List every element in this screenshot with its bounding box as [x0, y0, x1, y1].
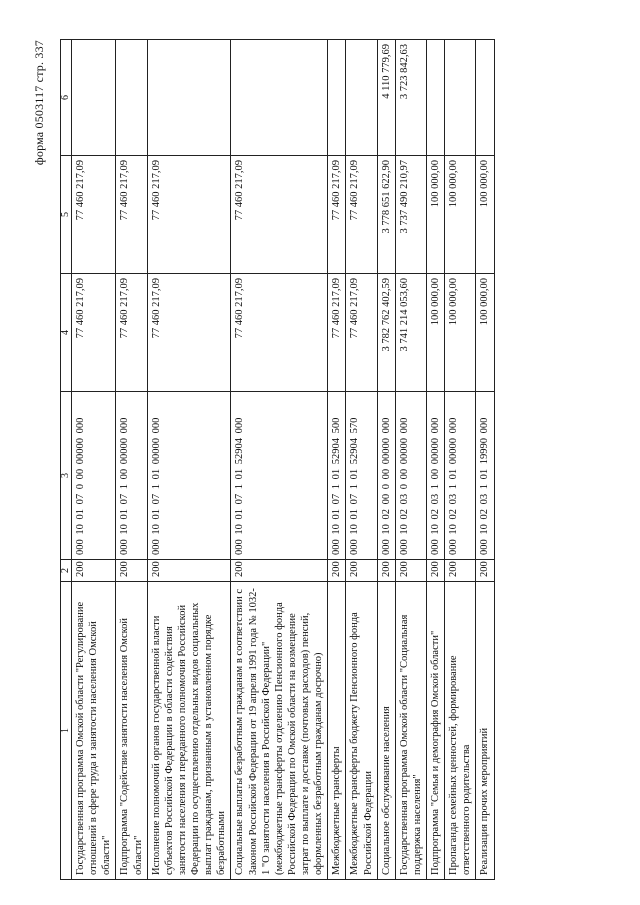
- column-number-row: [61, 40, 72, 880]
- row-line-code: 200: [147, 560, 231, 582]
- row-budget-code: 000 10 01 07 1 01 00000 000: [147, 392, 231, 560]
- row-line-code: 200: [231, 560, 328, 582]
- table-row: [328, 40, 346, 880]
- column-number: 6: [61, 40, 72, 156]
- row-budget-code: 000 10 02 03 1 01 19990 000: [476, 392, 494, 560]
- column-number: 5: [61, 156, 72, 274]
- table-row: [231, 40, 328, 880]
- table-row: [116, 40, 147, 880]
- row-budget-code: 000 10 02 03 0 00 00000 000: [395, 392, 426, 560]
- row-approved-amount: 3 741 214 053,60: [395, 274, 426, 392]
- column-number: 3: [61, 392, 72, 560]
- row-name: Исполнение полномочий органов государственной власти субъектов Российской Федерации в области содействия занятости населения и переданного полномочия Российской Федерации по осуществлению отдельных видов социальных выплат гражданам, признанным в установленном порядке безработными: [147, 582, 231, 880]
- row-approved-amount: 100 000,00: [476, 274, 494, 392]
- row-line-code: 200: [445, 560, 476, 582]
- table-row: [445, 40, 476, 880]
- report-table: [60, 39, 495, 880]
- row-name: Межбюджетные трансферты: [328, 582, 346, 880]
- row-budget-code: 000 10 02 03 1 01 00000 000: [445, 392, 476, 560]
- row-budget-code: 000 10 01 07 0 00 00000 000: [72, 392, 116, 560]
- table-row: [427, 40, 445, 880]
- row-name: Подпрограмма "Содействие занятости населения Омской области": [116, 582, 147, 880]
- row-name: Межбюджетные трансферты бюджету Пенсионного фонда Российской Федерации: [346, 582, 377, 880]
- row-name: Реализация прочих мероприятий: [476, 582, 494, 880]
- row-budget-code: 000 10 02 03 1 00 00000 000: [427, 392, 445, 560]
- column-number: 1: [61, 582, 72, 880]
- row-name: Социальное обслуживание населения: [377, 582, 395, 880]
- form-reference: форма 0503117 стр. 337: [32, 40, 46, 166]
- row-approved-amount: 3 782 762 402,59: [377, 274, 395, 392]
- row-approved-amount: 77 460 217,09: [72, 274, 116, 392]
- row-line-code: 200: [116, 560, 147, 582]
- row-name: Государственная программа Омской области "Регулирование отношений в сфере труда и занятости населения Омской области": [72, 582, 116, 880]
- row-remaining-amount: [445, 40, 476, 156]
- table-row: [377, 40, 395, 880]
- table-row: [147, 40, 231, 880]
- row-remaining-amount: [328, 40, 346, 156]
- row-executed-amount: 77 460 217,09: [231, 156, 328, 274]
- row-executed-amount: 100 000,00: [427, 156, 445, 274]
- row-approved-amount: 77 460 217,09: [147, 274, 231, 392]
- column-number: 2: [61, 560, 72, 582]
- row-name: Подпрограмма "Семья и демография Омской области": [427, 582, 445, 880]
- row-executed-amount: 77 460 217,09: [328, 156, 346, 274]
- row-line-code: 200: [427, 560, 445, 582]
- table-row: [72, 40, 116, 880]
- row-budget-code: 000 10 01 07 1 01 52904 500: [328, 392, 346, 560]
- row-remaining-amount: [476, 40, 494, 156]
- row-remaining-amount: [116, 40, 147, 156]
- table-row: [395, 40, 426, 880]
- row-approved-amount: 100 000,00: [427, 274, 445, 392]
- row-executed-amount: 77 460 217,09: [346, 156, 377, 274]
- row-budget-code: 000 10 01 07 1 00 00000 000: [116, 392, 147, 560]
- row-executed-amount: 100 000,00: [445, 156, 476, 274]
- row-budget-code: 000 10 01 07 1 01 52904 000: [231, 392, 328, 560]
- row-remaining-amount: [147, 40, 231, 156]
- row-approved-amount: 77 460 217,09: [346, 274, 377, 392]
- row-executed-amount: 77 460 217,09: [116, 156, 147, 274]
- table-row: [476, 40, 494, 880]
- column-number: 4: [61, 274, 72, 392]
- row-remaining-amount: [72, 40, 116, 156]
- row-executed-amount: 100 000,00: [476, 156, 494, 274]
- row-line-code: 200: [395, 560, 426, 582]
- row-name: Пропаганда семейных ценностей, формирование ответственного родительства: [445, 582, 476, 880]
- row-budget-code: 000 10 02 00 0 00 00000 000: [377, 392, 395, 560]
- row-executed-amount: 77 460 217,09: [72, 156, 116, 274]
- row-executed-amount: 77 460 217,09: [147, 156, 231, 274]
- row-remaining-amount: 4 110 779,69: [377, 40, 395, 156]
- row-approved-amount: 77 460 217,09: [116, 274, 147, 392]
- row-line-code: 200: [328, 560, 346, 582]
- row-budget-code: 000 10 01 07 1 01 52904 570: [346, 392, 377, 560]
- row-line-code: 200: [346, 560, 377, 582]
- row-remaining-amount: 3 723 842,63: [395, 40, 426, 156]
- row-name: Государственная программа Омской области "Социальная поддержка населения": [395, 582, 426, 880]
- row-executed-amount: 3 737 490 210,97: [395, 156, 426, 274]
- rotated-document: [32, 40, 630, 880]
- row-line-code: 200: [377, 560, 395, 582]
- row-remaining-amount: [346, 40, 377, 156]
- table-row: [346, 40, 377, 880]
- row-approved-amount: 77 460 217,09: [231, 274, 328, 392]
- row-line-code: 200: [476, 560, 494, 582]
- row-remaining-amount: [231, 40, 328, 156]
- row-executed-amount: 3 778 651 622,90: [377, 156, 395, 274]
- row-approved-amount: 100 000,00: [445, 274, 476, 392]
- row-line-code: 200: [72, 560, 116, 582]
- row-remaining-amount: [427, 40, 445, 156]
- row-name: Социальные выплаты безработным гражданам в соответствии с Законом Российской Федерации от 19 апреля 1991 года № 1032-1 "О занятости населения в Российской Федерации" (межбюджетные трансферты отделению Пенсионного фонда Российской Федерации по Омской области на возмещение затрат по выплате и доставке (почтовых расходов) пенсий, оформленных безработным гражданам досрочно): [231, 582, 328, 880]
- row-approved-amount: 77 460 217,09: [328, 274, 346, 392]
